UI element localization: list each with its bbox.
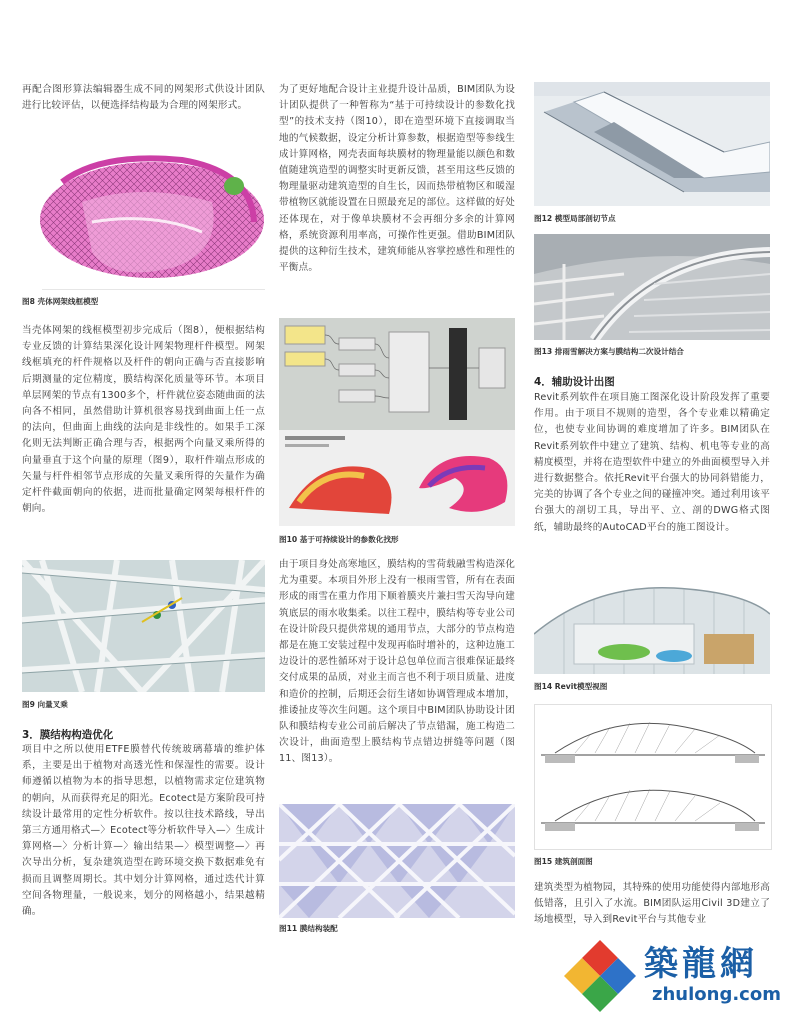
figure-9-image: [22, 560, 265, 692]
column-2: [279, 82, 515, 276]
col2-paragraph-1: 为了更好地配合设计主业提升设计品质，BIM团队为设计团队提供了一种暂称为“基于可持续设计的参数化找型”的技术支持（图10），即在造型环境下直接调取当地的气候数据，设定分析计算参数，根据造型等参线生成计算网格，网壳表面每块膜材的物理量能以颜色和数值随建筑造型的调整实时更新反馈，甚至用这些反馈的物理量驱动建筑造型的自生长，因而热带植物区和暖湿带植物区就能设置在日照最充足的部位。这样做的好处还体现在，对于像单块膜材不会再细分多余的计算网格，系统资源利用率高，可操作性更强。借助BIM团队提供的这种衍生技术，建筑师能从容掌控感性和理性的平衡点。: [279, 84, 515, 274]
col3-paragraph-2: 建筑类型为植物园，其特殊的使用功能使得内部地形高低错落，且引入了水流。BIM团队运用Civil 3D建立了场地模型，导入到Revit平台与其他专业: [534, 882, 770, 926]
figure-8-image: [22, 142, 265, 290]
figure-10-image: [279, 318, 515, 526]
figure-14-caption: 图14 Revit模型视图: [534, 682, 608, 691]
column-1: [22, 82, 265, 114]
col1-paragraph-2: 当壳体网架的线框模型初步完成后（图8），便根据结构专业反馈的计算结果深化设计网架物理杆件模型。网架线框填充的杆件规格以及杆件的朝向正确与否直接影响后期测量的定位精度，膜结构深化质量等环节。本项目单层网架的节点有1300多个，杆件就位姿态随曲面的法向各不相同，虽然借助计算机很容易找到曲面上任一点的法向，但曲面上曲线的法向是非线性的。如果手工深化则无法判断正确合理与否，根据两个向量叉乘所得的向量垂直于这个向量的原理（图9），取杆件端点形成的矢量与杆件相邻节点形成的矢量叉乘所得的矢量作为确定杆件截面朝向的依据，进而批量确定网架每根杆件的朝向。: [22, 325, 265, 515]
zhulong-logo-icon: [560, 936, 640, 1016]
zhulong-watermark: [560, 930, 788, 1020]
figure-12-caption: 图12 模型局部剖切节点: [534, 214, 616, 223]
col1-paragraph-1: 再配合图形算法编辑器生成不同的网架形式供设计团队进行比较评估，以便选择结构最为合理的网架形式。: [22, 84, 265, 112]
figure-14-image: [534, 574, 770, 674]
figure-11-caption: 图11 膜结构装配: [279, 924, 338, 933]
column-3-bottom: [534, 880, 770, 929]
figure-13-caption: 图13 排雨雪解决方案与膜结构二次设计结合: [534, 347, 684, 356]
column-3: [534, 390, 770, 536]
figure-12-image: [534, 82, 770, 206]
col2-paragraph-2: 由于项目身处高寒地区，膜结构的雪荷载融雪构造深化尤为重要。本项目外形上没有一根雨雪管，所有在表面形成的雨雪在重力作用下顺着膜夹片兼扫雪天沟导向建筑底层的雨水收集柔。以往工程中，膜结构等专业公司在设计阶段只提供常规的通用节点，大部分的节点构造都是在施工安装过程中发现再临时增补的，这种边施工边设计的恶性循环对于设计总包单位而言很难保证最终交付成果的品质，对业主而言也不利于项目质量、进度和造价的控制，后期还会衍生诸如协调管理成本增加，推诿扯皮等次生问题。这个项目中BIM团队协助设计团队和膜结构专业公司前后解决了节点错漏，施工构造二次设计，曲面造型上膜结构节点错边拼缝等问题（图11、图13）。: [279, 559, 515, 765]
column-1-bottom: [22, 742, 265, 920]
figure-8-caption: 图8 壳体网架线框模型: [22, 297, 99, 306]
col1-paragraph-3: 项目中之所以使用ETFE膜替代传统玻璃幕墙的维护体系，主要是出于植物对高透光性和保湿性的需要。设计师遵循以植物为本的指导思想，以植物需求定位建筑物的朝向，从而获得充足的阳光。Ecotect是方案阶段可持续设计最常用的定性分析软件。按以往技术路线，导出第三方通用格式—〉Ecotect等分析软件导入—〉生成计算网格—〉分析计算—〉输出结果—〉模型调整—〉再次导出分析，复杂建筑造型在跨环境交换下数据难免有损而且调整周期长。其中划分计算网格，通过迭代计算空间各物理量，一般说来，划分的网格越小，结果越精确。: [22, 744, 265, 918]
figure-15-image: [534, 704, 772, 850]
figure-9-caption: 图9 向量叉乘: [22, 700, 68, 709]
col3-paragraph-1: Revit系列软件在项目施工图深化设计阶段发挥了重要作用。由于项目不规则的造型，各个专业难以精确定位，也使专业间协调的难度增加了许多。BIM团队在Revit系列软件中建立了建筑、结构、机电等专业的高精度模型，并将在造型软件中建立的外曲面模型导入并进行数据整合。依托Revit平台强大的协同斜错能力，完美的协调了各个专业之间的碰撞冲突。通过利用该平台强大的剖切工具，导出平、立、剖的DWG格式图纸，辅助最终的AutoCAD平台的施工图设计。: [534, 392, 770, 533]
figure-13-image: [534, 234, 770, 340]
logo-chinese-name: 築龍網: [644, 944, 758, 984]
logo-url: zhulong.com: [652, 984, 781, 1005]
figure-15-caption: 图15 建筑剖面图: [534, 857, 593, 866]
column-1-middle: [22, 323, 265, 517]
figure-10-caption: 图10 基于可持续设计的参数化找形: [279, 535, 399, 544]
section-4-heading: 4．辅助设计出图: [534, 376, 615, 388]
section-3-heading: 3．膜结构构造优化: [22, 729, 114, 741]
column-2-middle: [279, 557, 515, 768]
figure-11-image: [279, 804, 515, 918]
